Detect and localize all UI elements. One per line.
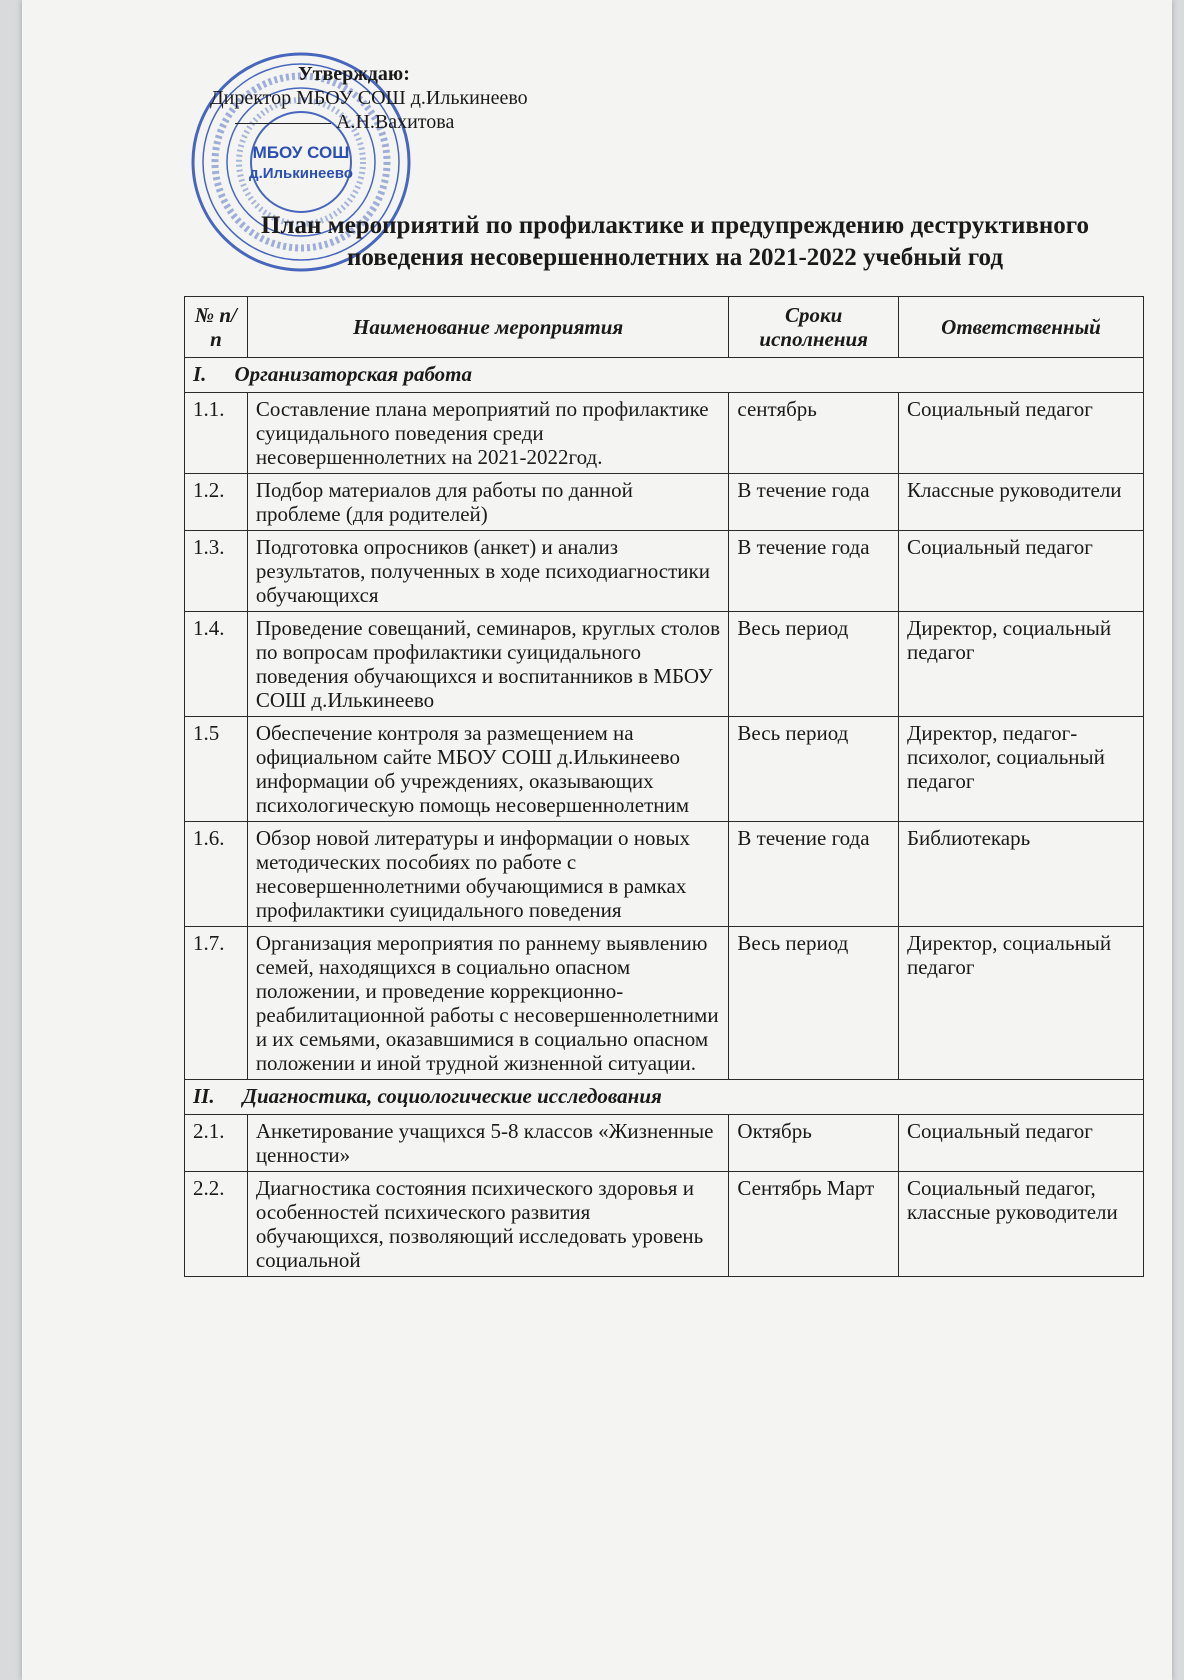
section1-roman: I.: [193, 362, 207, 386]
document-title: [210, 210, 1140, 274]
table-row: [185, 927, 1144, 1080]
section-row-2: [185, 1080, 1144, 1115]
table-header-row: [185, 297, 1144, 358]
row-name: Подготовка опросников (анкет) и анализ результатов, полученных в ходе психодиагностики обучающихся: [247, 531, 729, 612]
stamp-center-line1: МБОУ СОШ: [252, 143, 350, 162]
section-row-1: [185, 358, 1144, 393]
section2-title: Диагностика, социологические исследования: [242, 1084, 662, 1108]
stamp-center-line2: д.Илькинеево: [249, 165, 353, 182]
signature-underline: [235, 123, 331, 124]
row-num: 2.1.: [185, 1115, 248, 1172]
row-num: 1.4.: [185, 612, 248, 717]
table-row: [185, 1172, 1144, 1277]
plan-table: [184, 296, 1144, 1277]
row-resp: Социальный педагог: [899, 1115, 1144, 1172]
row-term: Весь период: [729, 612, 899, 717]
row-name: Обеспечение контроля за размещением на официальном сайте МБОУ СОШ д.Илькинеево информации об учреждениях, оказывающих психологическую помощь несовершеннолетним: [247, 717, 729, 822]
section1-title: Организаторская работа: [234, 362, 472, 386]
row-num: 1.1.: [185, 393, 248, 474]
approval-block: [210, 62, 528, 134]
table-row: [185, 531, 1144, 612]
row-term: сентябрь: [729, 393, 899, 474]
table-row: [185, 474, 1144, 531]
header-num: № п/п: [185, 297, 248, 358]
title-line-1: План мероприятий по профилактике и предупреждению деструктивного: [261, 212, 1089, 239]
row-name: Подбор материалов для работы по данной проблеме (для родителей): [247, 474, 729, 531]
table-row: [185, 612, 1144, 717]
row-name: Составление плана мероприятий по профилактике суицидального поведения среди несовершеннолетних на 2021-2022год.: [247, 393, 729, 474]
header-name: Наименование мероприятия: [247, 297, 729, 358]
row-term: Октябрь: [729, 1115, 899, 1172]
signature-line: [210, 110, 528, 134]
row-num: 1.3.: [185, 531, 248, 612]
row-term: В течение года: [729, 531, 899, 612]
title-line-2: поведения несовершеннолетних на 2021-2022 учебный год: [347, 244, 1003, 271]
row-term: В течение года: [729, 822, 899, 927]
document-page: [22, 0, 1172, 1680]
row-resp: Директор, педагог-психолог, социальный педагог: [899, 717, 1144, 822]
row-term: В течение года: [729, 474, 899, 531]
director-line: Директор МБОУ СОШ д.Илькинеево: [210, 87, 528, 109]
row-name: Проведение совещаний, семинаров, круглых столов по вопросам профилактики суицидального поведения обучающихся и воспитанников в МБОУ СОШ д.Илькинеево: [247, 612, 729, 717]
row-num: 1.2.: [185, 474, 248, 531]
row-name: Обзор новой литературы и информации о новых методических пособиях по работе с несовершеннолетними обучающимися в рамках профилактики суицидального поведения: [247, 822, 729, 927]
table-row: [185, 1115, 1144, 1172]
row-name: Диагностика состояния психического здоровья и особенностей психического развития обучающихся, позволяющий исследовать уровень социальной: [247, 1172, 729, 1277]
row-resp: Классные руководители: [899, 474, 1144, 531]
signature-name: А.Н.Вахитова: [336, 111, 455, 133]
row-name: Анкетирование учащихся 5-8 классов «Жизненные ценности»: [247, 1115, 729, 1172]
row-term: Весь период: [729, 717, 899, 822]
row-resp: Социальный педагог: [899, 393, 1144, 474]
row-resp: Директор, социальный педагог: [899, 927, 1144, 1080]
header-resp: Ответственный: [899, 297, 1144, 358]
section2-roman: II.: [193, 1084, 215, 1108]
row-num: 1.5: [185, 717, 248, 822]
row-resp: Социальный педагог, классные руководители: [899, 1172, 1144, 1277]
row-term: Сентябрь Март: [729, 1172, 899, 1277]
row-num: 2.2.: [185, 1172, 248, 1277]
table-row: [185, 822, 1144, 927]
row-resp: Директор, социальный педагог: [899, 612, 1144, 717]
table-row: [185, 393, 1144, 474]
row-term: Весь период: [729, 927, 899, 1080]
row-resp: Библиотекарь: [899, 822, 1144, 927]
approve-label: Утверждаю:: [298, 63, 410, 85]
header-term: Сроки исполнения: [729, 297, 899, 358]
row-num: 1.7.: [185, 927, 248, 1080]
row-name: Организация мероприятия по раннему выявлению семей, находящихся в социально опасном положении, и проведение коррекционно-реабилитационной работы с несовершеннолетними и их семьями, оказавшимися в социально опасном положении и иной трудной жизненной ситуации.: [247, 927, 729, 1080]
table-row: [185, 717, 1144, 822]
row-resp: Социальный педагог: [899, 531, 1144, 612]
row-num: 1.6.: [185, 822, 248, 927]
